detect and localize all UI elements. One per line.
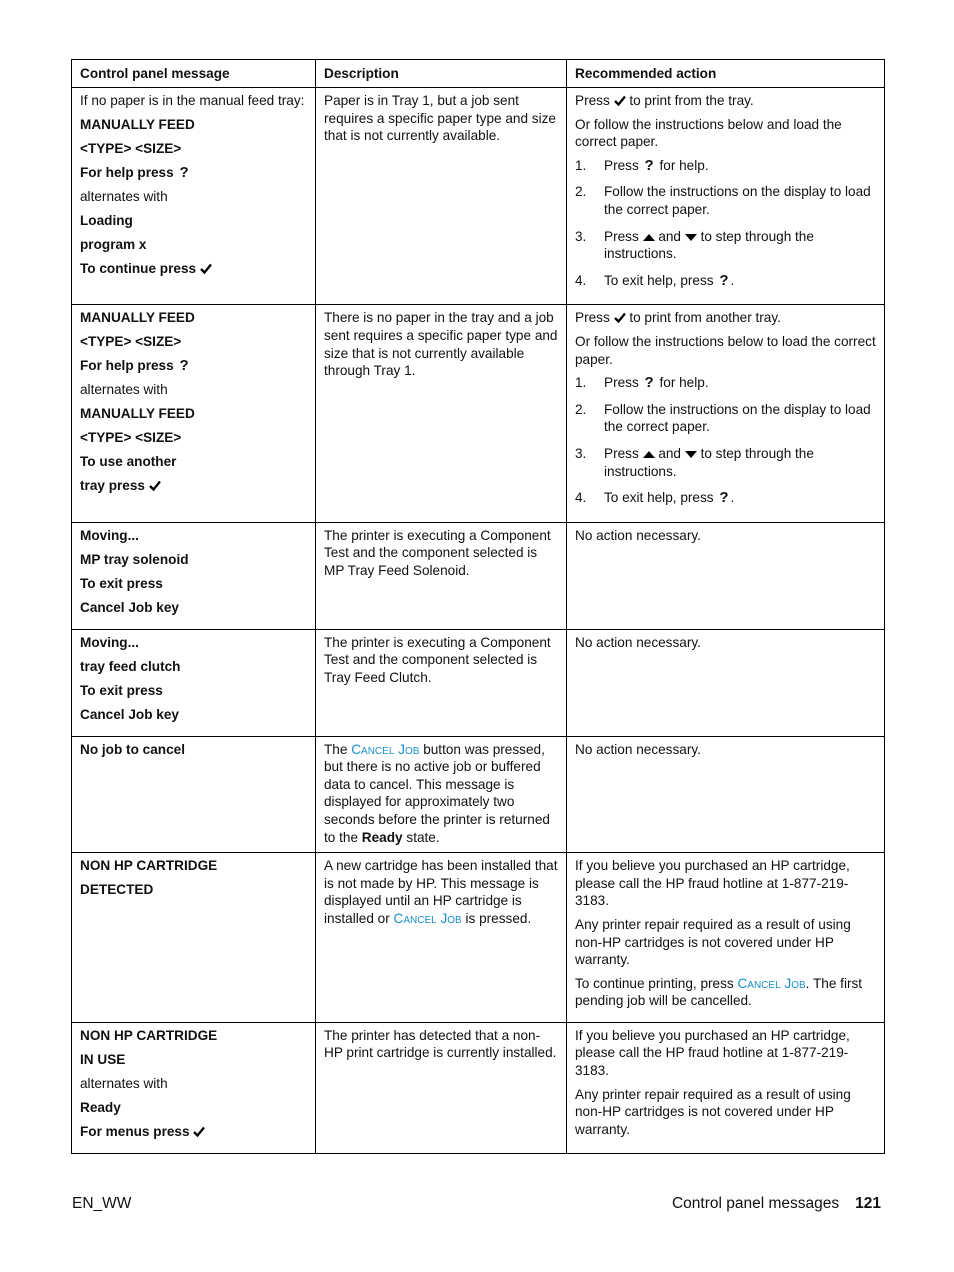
action-paragraph: Any printer repair required as a result of using non-HP cartridges is not covered under HP warranty. (575, 916, 851, 968)
panel-message-line: Moving... (80, 634, 139, 650)
panel-message-line: MANUALLY FEED (80, 406, 195, 422)
action-paragraph: Any printer repair required as a result of using non-HP cartridges is not covered under HP warranty. (575, 1086, 851, 1137)
list-item: 4. To exit help, press ? . (575, 489, 735, 507)
panel-message-cell (72, 305, 316, 522)
action-paragraph: If you believe you purchased an HP cartridge, please call the HP fraud hotline at 1-877-219-3183. (575, 1027, 850, 1079)
action-paragraph: Press to print from the tray. (575, 93, 754, 108)
footer-right (672, 1195, 881, 1213)
checkmark-icon (193, 1126, 205, 1137)
footer-section-title: Control panel messages (671, 1195, 840, 1212)
action-cell: No action necessary. (567, 522, 885, 629)
description-cell: A new cartridge has been installed that is not made by HP. This message is displayed until an HP cartridge is installed or Cancel Job is pressed. (316, 853, 567, 1023)
panel-message-line: NON HP CARTRIDGE (80, 858, 218, 874)
description-cell: The Cancel Job button was pressed, but there is no active job or buffered data to cancel. This message is displayed for approximately two seconds before the printer is returned to the Ready state. (316, 736, 567, 853)
panel-message-line: program x (80, 236, 147, 252)
cancel-job-link[interactable]: Cancel Job (737, 975, 806, 991)
list-item: 2. Follow the instructions on the display to load the correct paper. (575, 184, 871, 217)
question-mark-icon: ? (644, 156, 654, 174)
panel-message-line: <TYPE> <SIZE> (80, 430, 182, 446)
panel-message-line: NON HP CARTRIDGE (80, 1027, 218, 1043)
steps-list (575, 374, 876, 507)
panel-message-line: alternates with (80, 382, 168, 398)
panel-message-line: tray feed clutch (80, 658, 181, 674)
description-cell: There is no paper in the tray and a job sent requires a specific paper type and size that is not currently available through Tray 1. (316, 305, 567, 522)
panel-message-line: To exit press (80, 575, 163, 591)
panel-message-line: To use another (80, 454, 177, 470)
panel-message-line: IN USE (80, 1051, 126, 1067)
panel-message-line: MP tray solenoid (80, 551, 189, 567)
panel-message-line: Moving... (80, 527, 139, 543)
down-arrow-icon (685, 450, 697, 459)
action-paragraph: If you believe you purchased an HP cartridge, please call the HP fraud hotline at 1-877-219-3183. (575, 858, 850, 909)
panel-message-cell (72, 629, 316, 736)
description-cell: The printer has detected that a non-HP print cartridge is currently installed. (316, 1022, 567, 1153)
action-paragraph: Or follow the instructions below and load the correct paper. (575, 116, 842, 150)
panel-message-cell (72, 736, 316, 853)
action-paragraph: Or follow the instructions below to load the correct paper. (575, 333, 876, 367)
question-mark-icon: ? (719, 271, 729, 289)
action-cell (567, 88, 885, 305)
description-cell: Paper is in Tray 1, but a job sent requires a specific paper type and size that is not currently available. (316, 88, 567, 305)
panel-message-line: tray press (80, 477, 307, 495)
panel-message-cell (72, 522, 316, 629)
panel-message-line: Ready (80, 1099, 121, 1115)
panel-message-line: Cancel Job key (80, 706, 179, 722)
panel-message-line: <TYPE> <SIZE> (80, 334, 182, 350)
action-paragraph: To continue printing, press Cancel Job. The first pending job will be cancelled. (575, 975, 863, 1009)
panel-message-line: alternates with (80, 1075, 168, 1091)
table-row (72, 1022, 885, 1153)
action-cell: No action necessary. (567, 629, 885, 736)
panel-message-cell (72, 853, 316, 1023)
header-recommended-action: Recommended action (567, 60, 885, 88)
cancel-job-link[interactable]: Cancel Job (393, 910, 462, 926)
question-mark-icon: ? (179, 357, 189, 375)
list-item: 1. Press ? for help. (575, 156, 709, 174)
panel-message-line: <TYPE> <SIZE> (80, 140, 182, 156)
panel-message-line: For help press ? (80, 163, 189, 181)
question-mark-icon: ? (179, 163, 189, 181)
table-header-row (72, 60, 885, 88)
action-cell: No action necessary. (567, 736, 885, 853)
question-mark-icon: ? (644, 374, 654, 392)
list-item: 1. Press ? for help. (575, 374, 709, 392)
table-row (72, 736, 885, 853)
panel-message-cell (72, 1022, 316, 1153)
action-cell (567, 1022, 885, 1153)
list-item: 3. Press and to step through the instructions. (575, 228, 814, 262)
panel-message-line: Loading (80, 212, 133, 228)
checkmark-icon (200, 263, 212, 274)
header-description: Description (316, 60, 567, 88)
action-paragraph: Press to print from another tray. (575, 310, 781, 326)
panel-message-line: MANUALLY FEED (80, 310, 195, 326)
checkmark-icon (614, 312, 626, 323)
control-panel-messages-table (71, 59, 885, 1154)
panel-message-line: Cancel Job key (80, 599, 179, 615)
panel-message-line: To exit press (80, 682, 163, 698)
panel-message-cell (72, 88, 316, 305)
panel-message-line: If no paper is in the manual feed tray: (80, 93, 305, 108)
description-cell: The printer is executing a Component Test and the component selected is Tray Feed Clutch. (316, 629, 567, 736)
table-row (72, 305, 885, 522)
down-arrow-icon (685, 233, 697, 242)
panel-message-line: To continue press (80, 260, 307, 278)
panel-message-line: For help press ? (80, 357, 189, 375)
table-row (72, 88, 885, 305)
description-cell: The printer is executing a Component Test and the component selected is MP Tray Feed Solenoid. (316, 522, 567, 629)
panel-message-line: alternates with (80, 188, 168, 204)
page-number: 121 (855, 1195, 881, 1212)
question-mark-icon: ? (719, 489, 729, 507)
panel-message-line: No job to cancel (80, 741, 185, 757)
list-item: 4. To exit help, press ? . (575, 271, 735, 289)
action-cell (567, 853, 885, 1023)
table-row (72, 629, 885, 736)
list-item: 2. Follow the instructions on the display to load the correct paper. (575, 401, 871, 435)
table-row (72, 853, 885, 1023)
header-control-panel-message: Control panel message (72, 60, 316, 88)
steps-list (575, 157, 876, 290)
checkmark-icon (614, 95, 626, 106)
up-arrow-icon (643, 233, 655, 242)
checkmark-icon (149, 480, 161, 491)
panel-message-line: For menus press (80, 1123, 307, 1141)
panel-message-line: MANUALLY FEED (80, 116, 195, 132)
list-item: 3. Press and to step through the instructions. (575, 445, 814, 479)
panel-message-line: DETECTED (80, 882, 154, 898)
up-arrow-icon (643, 450, 655, 459)
table-row (72, 522, 885, 629)
action-cell (567, 305, 885, 522)
cancel-job-link[interactable]: Cancel Job (351, 741, 420, 757)
footer-left-label: EN_WW (72, 1195, 132, 1212)
